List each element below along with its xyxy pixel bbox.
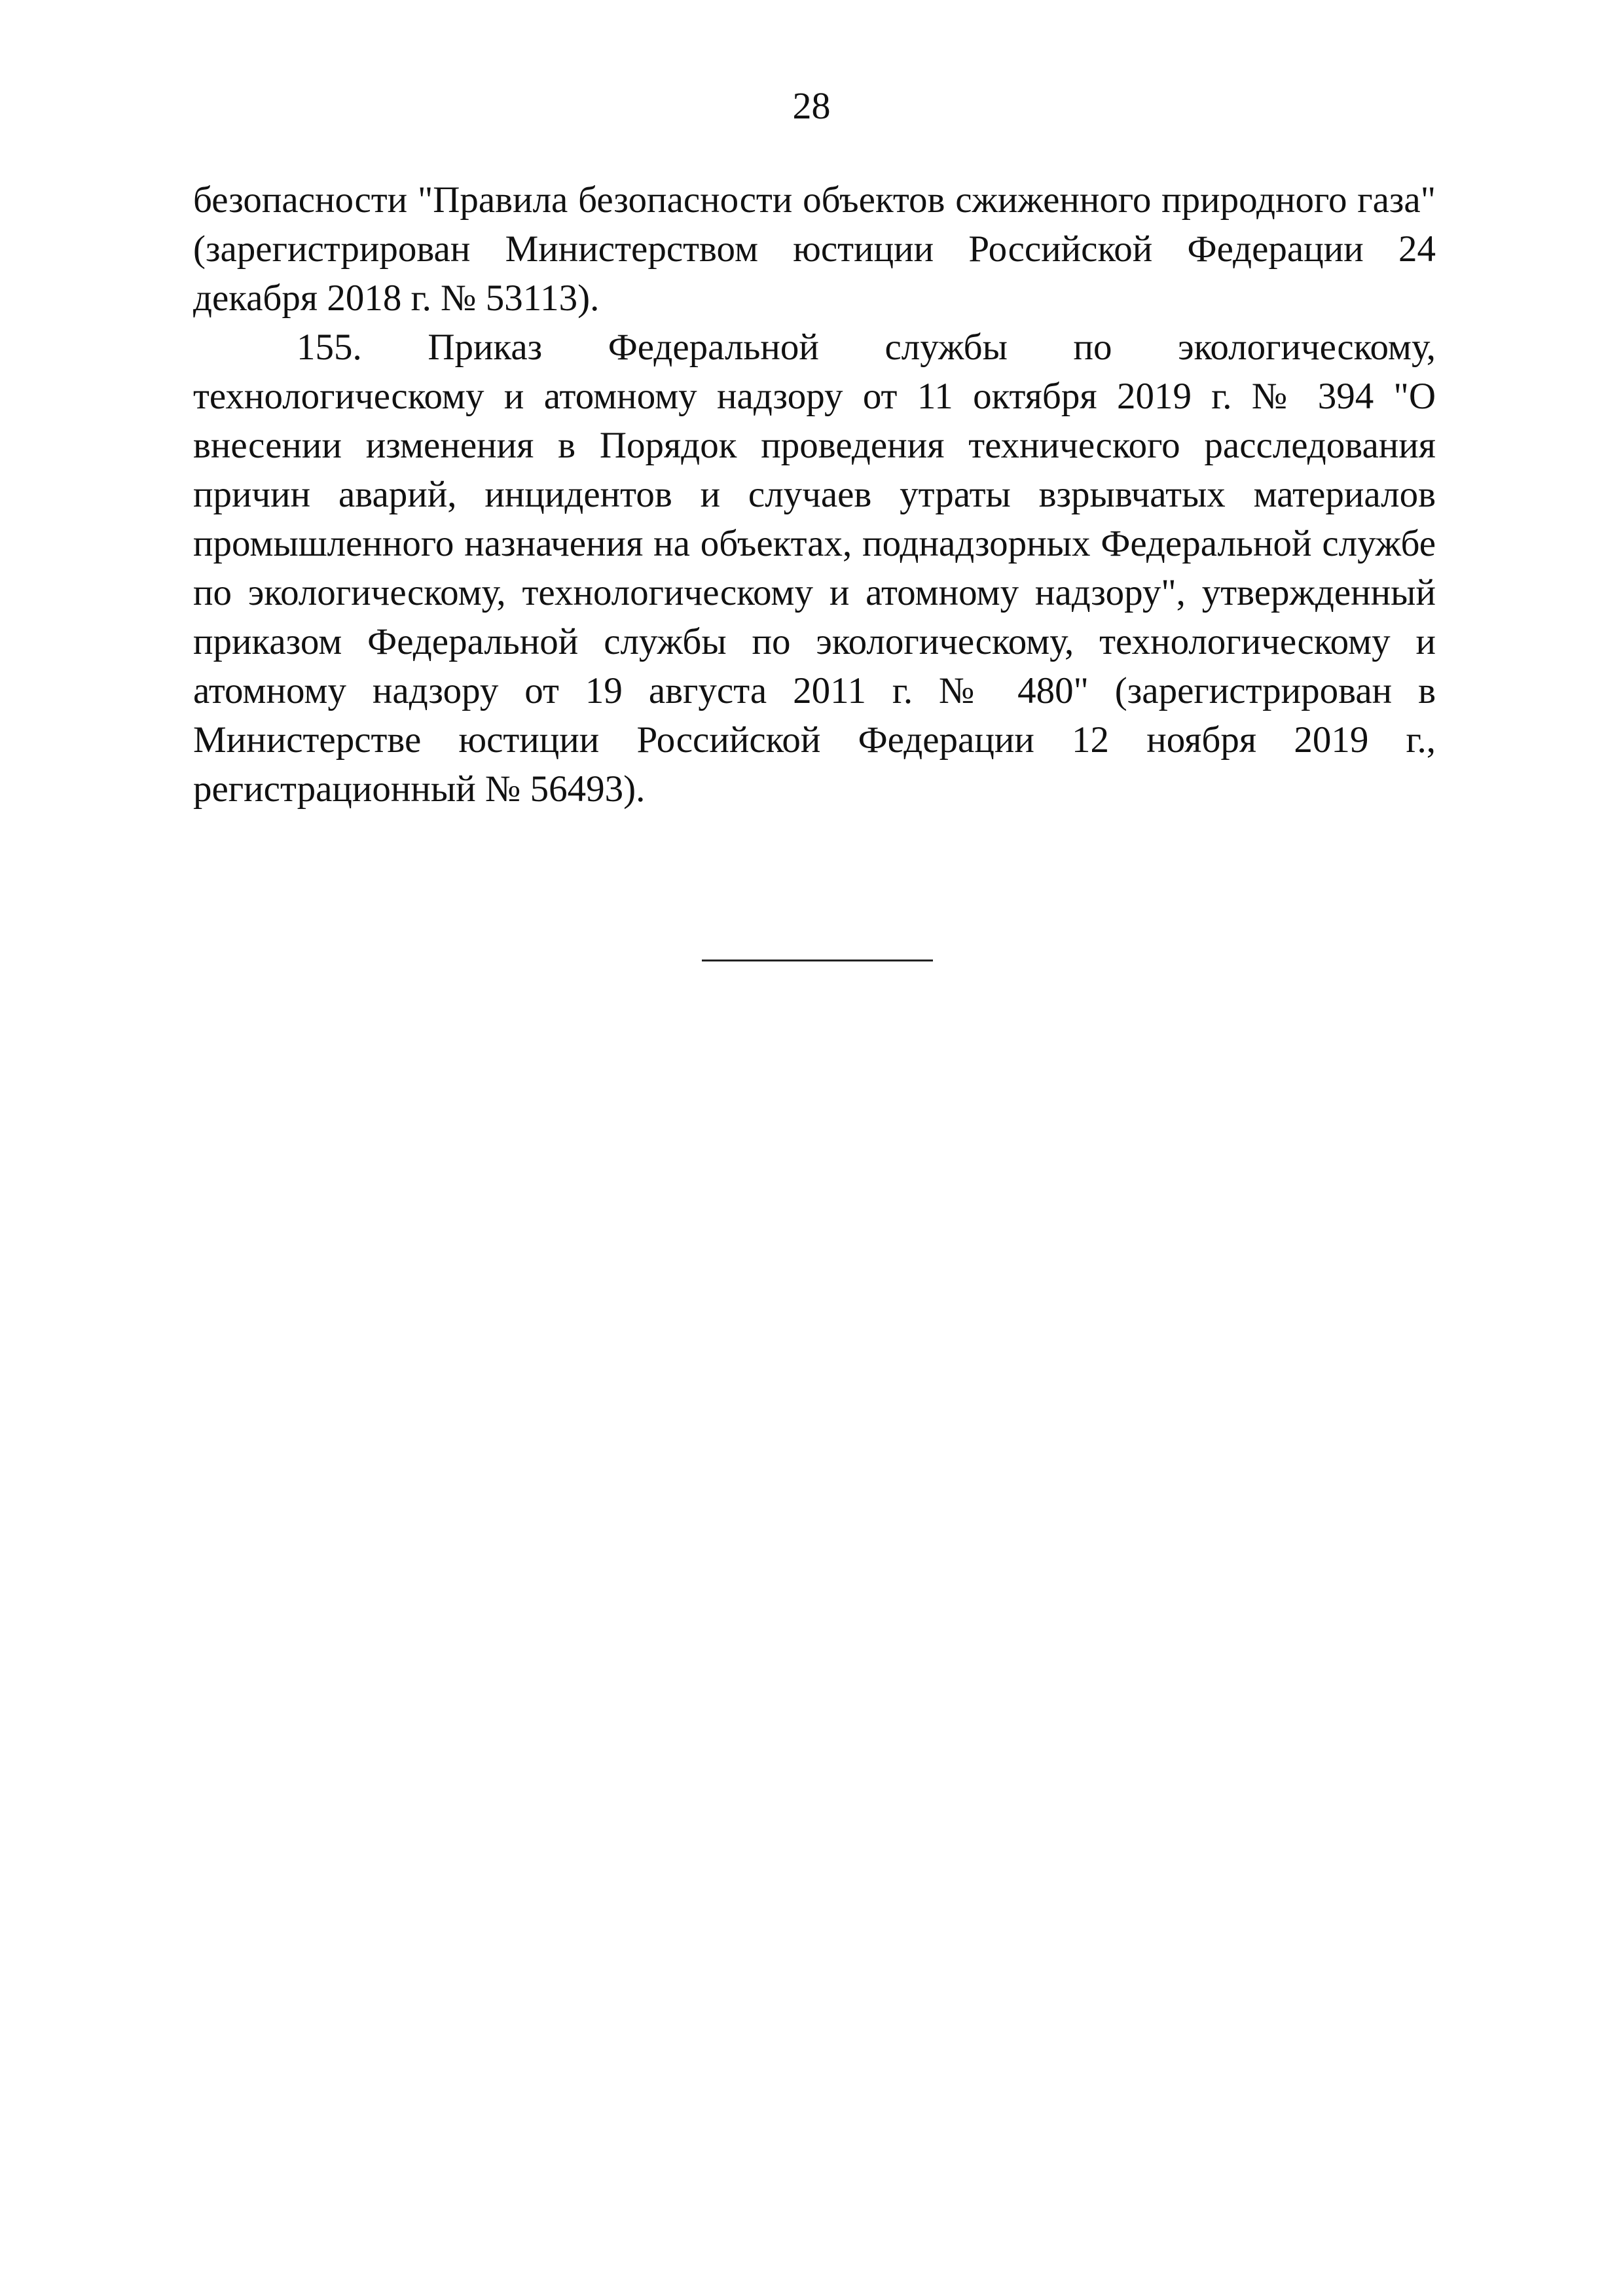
end-separator-line [702, 960, 933, 961]
document-body [193, 175, 1436, 814]
paragraph-item-155: 155. Приказ Федеральной службы по экологическому, технологическому и атомному надзору от 11 октября 2019 г. № 394 "О внесении изменения в Порядок проведения технического расследования причин аварий, инцидентов и случаев утраты взрывчатых материалов промышленного назначения на объектах, поднадзорных Федеральной службе по экологическому, технологическому и атомному надзору", утвержденный приказом Федеральной службы по экологическому, технологическому и атомному надзору от 19 августа 2011 г. № 480" (зарегистрирован в Министерстве юстиции Российской Федерации 12 ноября 2019 г., регистрационный № 56493). [193, 327, 1436, 810]
page-number: 28 [792, 84, 831, 127]
paragraph-continuation: безопасности "Правила безопасности объектов сжиженного природного газа" (зарегистрирован Министерством юстиции Российской Федерации 24 декабря 2018 г. № 53113). [193, 179, 1436, 319]
